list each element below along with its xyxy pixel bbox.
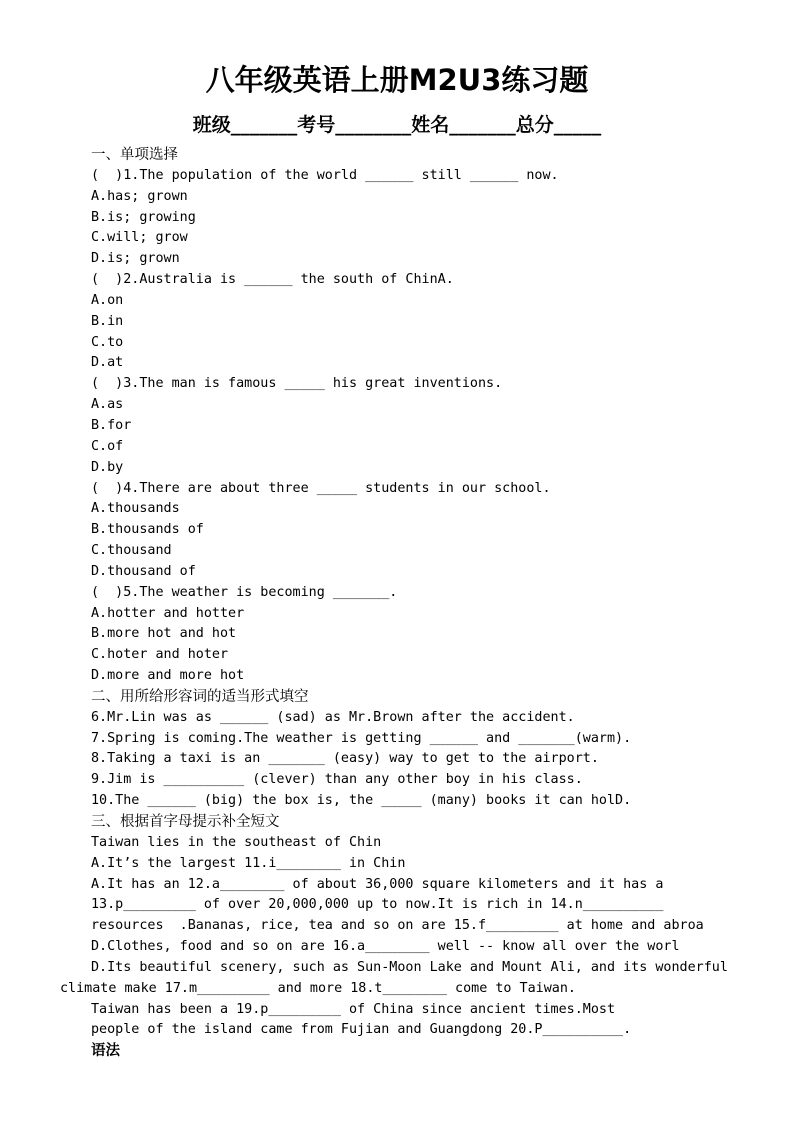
option-line: C.of <box>91 438 124 454</box>
passage-line: Taiwan has been a 19.p_________ of China since ancient times.Most <box>91 1001 616 1017</box>
option-line: C.to <box>91 334 124 350</box>
option-line: B.more hot and hot <box>91 626 237 642</box>
option-line: D.more and more hot <box>91 668 245 684</box>
grammar-heading: 语法 <box>91 1043 120 1060</box>
option-line: A.on <box>91 292 124 308</box>
passage-line: climate make 17.m_________ and more 18.t________ come to Taiwan. <box>60 980 576 996</box>
exercise-content <box>60 145 751 1062</box>
question-line: 10.The ______ (big) the box is, the _____ (many) books it can holD. <box>91 793 632 809</box>
option-line: C.hoter and hoter <box>91 647 229 663</box>
passage-line: A.It has an 12.a________ of about 36,000 square kilometers and it has a <box>91 876 664 892</box>
option-line: A.as <box>91 397 124 413</box>
option-line: A.has; grown <box>91 188 188 204</box>
option-line: D.by <box>91 459 124 475</box>
page-title: 八年级英语上册M2U3练习题 <box>205 63 589 97</box>
passage-line: people of the island came from Fujian and Guangdong 20.P__________. <box>91 1022 632 1038</box>
passage-line: D.Its beautiful scenery, such as Sun-Moon Lake and Mount Ali, and its wonderful <box>91 959 728 975</box>
option-line: D.at <box>91 355 124 371</box>
question-line: 7.Spring is coming.The weather is getting ______ and _______(warm). <box>91 730 632 746</box>
question-line: 6.Mr.Lin was as ______ (sad) as Mr.Brown after the accident. <box>91 709 575 725</box>
question-line: 8.Taking a taxi is an _______ (easy) way to get to the airport. <box>91 751 599 767</box>
option-line: C.will; grow <box>91 230 188 246</box>
option-line: D.is; grown <box>91 251 180 267</box>
section-heading: 一、单项选择 <box>91 147 178 163</box>
option-line: C.thousand <box>91 543 172 559</box>
option-line: A.hotter and hotter <box>91 605 245 621</box>
student-info-line: 班级_______考号________姓名_______总分_____ <box>192 114 602 136</box>
section-heading: 三、根据首字母提示补全短文 <box>91 814 280 830</box>
option-line: B.is; growing <box>91 209 196 225</box>
passage-line: 13.p_________ of over 20,000,000 up to now.It is rich in 14.n__________ <box>91 897 664 913</box>
section-heading: 二、用所给形容词的适当形式填空 <box>91 688 309 705</box>
option-line: B.thousands of <box>91 522 204 538</box>
question-line: ( )3.The man is famous _____ his great inventions. <box>91 376 503 392</box>
option-line: A.thousands <box>91 501 180 517</box>
passage-line: Taiwan lies in the southeast of Chin <box>91 834 382 850</box>
question-line: ( )4.There are about three _____ students in our school. <box>91 480 551 496</box>
question-line: ( )5.The weather is becoming _______. <box>91 584 398 600</box>
option-line: D.thousand of <box>91 563 196 579</box>
question-line: ( )2.Australia is ______ the south of ChinA. <box>91 272 454 288</box>
passage-line: A.It’s the largest 11.i________ in Chin <box>91 855 406 871</box>
option-line: B.for <box>91 417 132 433</box>
option-line: B.in <box>91 313 124 329</box>
question-line: ( )1.The population of the world ______ still ______ now. <box>91 167 559 183</box>
passage-line: D.Clothes, food and so on are 16.a________ well -- know all over the worl <box>91 939 680 955</box>
question-line: 9.Jim is __________ (clever) than any other boy in his class. <box>91 772 583 788</box>
passage-line: resources .Bananas, rice, tea and so on are 15.f_________ at home and abroa <box>91 918 704 934</box>
